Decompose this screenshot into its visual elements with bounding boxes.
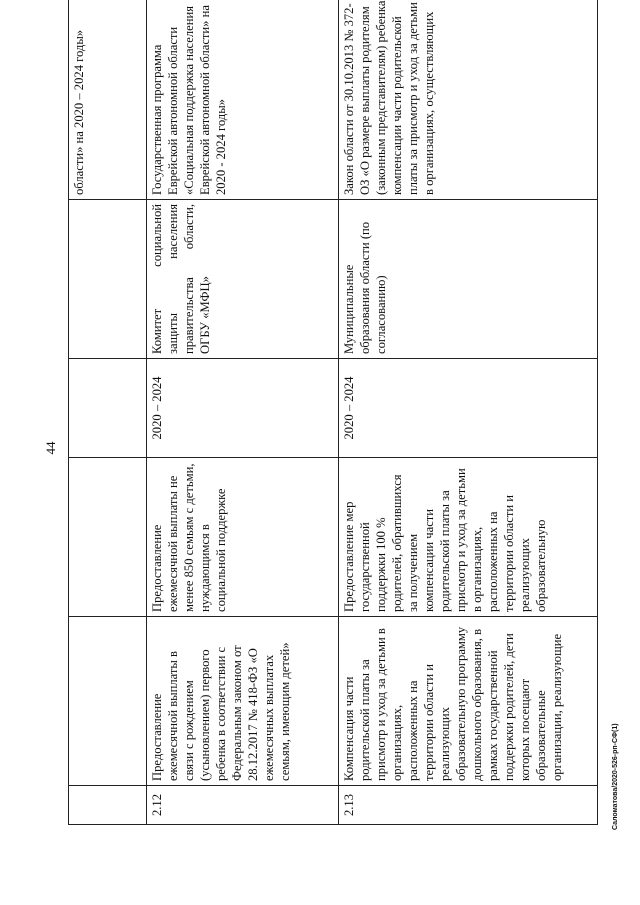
cell-measure [69,617,147,786]
cell-executor [69,200,147,359]
cell-measure: Предоставление ежемесячной выплаты в связи с рождением (усыновлением) первого ребенка в соответствии с Федеральным законом от 28.12.2017 № 418-ФЗ «О ежемесячных выплатах семьям, имеющим детей» [147,617,339,786]
cell-number: 2.13 [339,786,598,825]
table-row [69,0,147,825]
cell-years: 2020 – 2024 [147,359,339,458]
cell-number: 2.12 [147,786,339,825]
cell-program: Государственная программа Еврейской автономной области «Социальная поддержка населения Еврейской автономной области» на 2020 - 2024 годы» [147,0,339,200]
cell-result: Предоставление ежемесячной выплаты не менее 850 семьям с детьми, нуждающимся в социальной поддержке [147,458,339,617]
page-number: 44 [43,441,58,455]
cell-number [69,786,147,825]
document-reference-note: Саломатова/2020-526-рп-СФ(1) [612,723,619,830]
cell-years [69,359,147,458]
table-row [147,0,339,825]
cell-executor: Муниципальные образования области (по согласованию) [339,200,598,359]
cell-years: 2020 – 2024 [339,359,598,458]
cell-executor: Комитет социальной защиты населения правительства области, ОГБУ «МФЦ» [147,200,339,359]
table-row [339,0,598,825]
cell-program: Закон области от 30.10.2013 № 372-ОЗ «О размере выплаты родителям (законным представителям) ребенка компенсации части родительской платы за присмотр и уход за детьми в организациях, осуществляющих [339,0,598,200]
cell-measure: Компенсация части родительской платы за присмотр и уход за детьми в организациях, расположенных на территории области и реализующих образовательную программу дошкольного образования, в рамках государственной поддержки родителей, дети которых посещают образовательные организации, реализующие [339,617,598,786]
cell-result: Предоставление мер государственной поддержки 100 % родителей, обратившихся за получением компенсации части родительской платы за присмотр и уход за детьми в организациях, расположенных на территории области и реализующих образовательную [339,458,598,617]
rotated-table-container [68,0,598,825]
cell-result [69,458,147,617]
cell-program: области» на 2020 – 2024 годы» [69,0,147,200]
measures-table [68,0,598,825]
